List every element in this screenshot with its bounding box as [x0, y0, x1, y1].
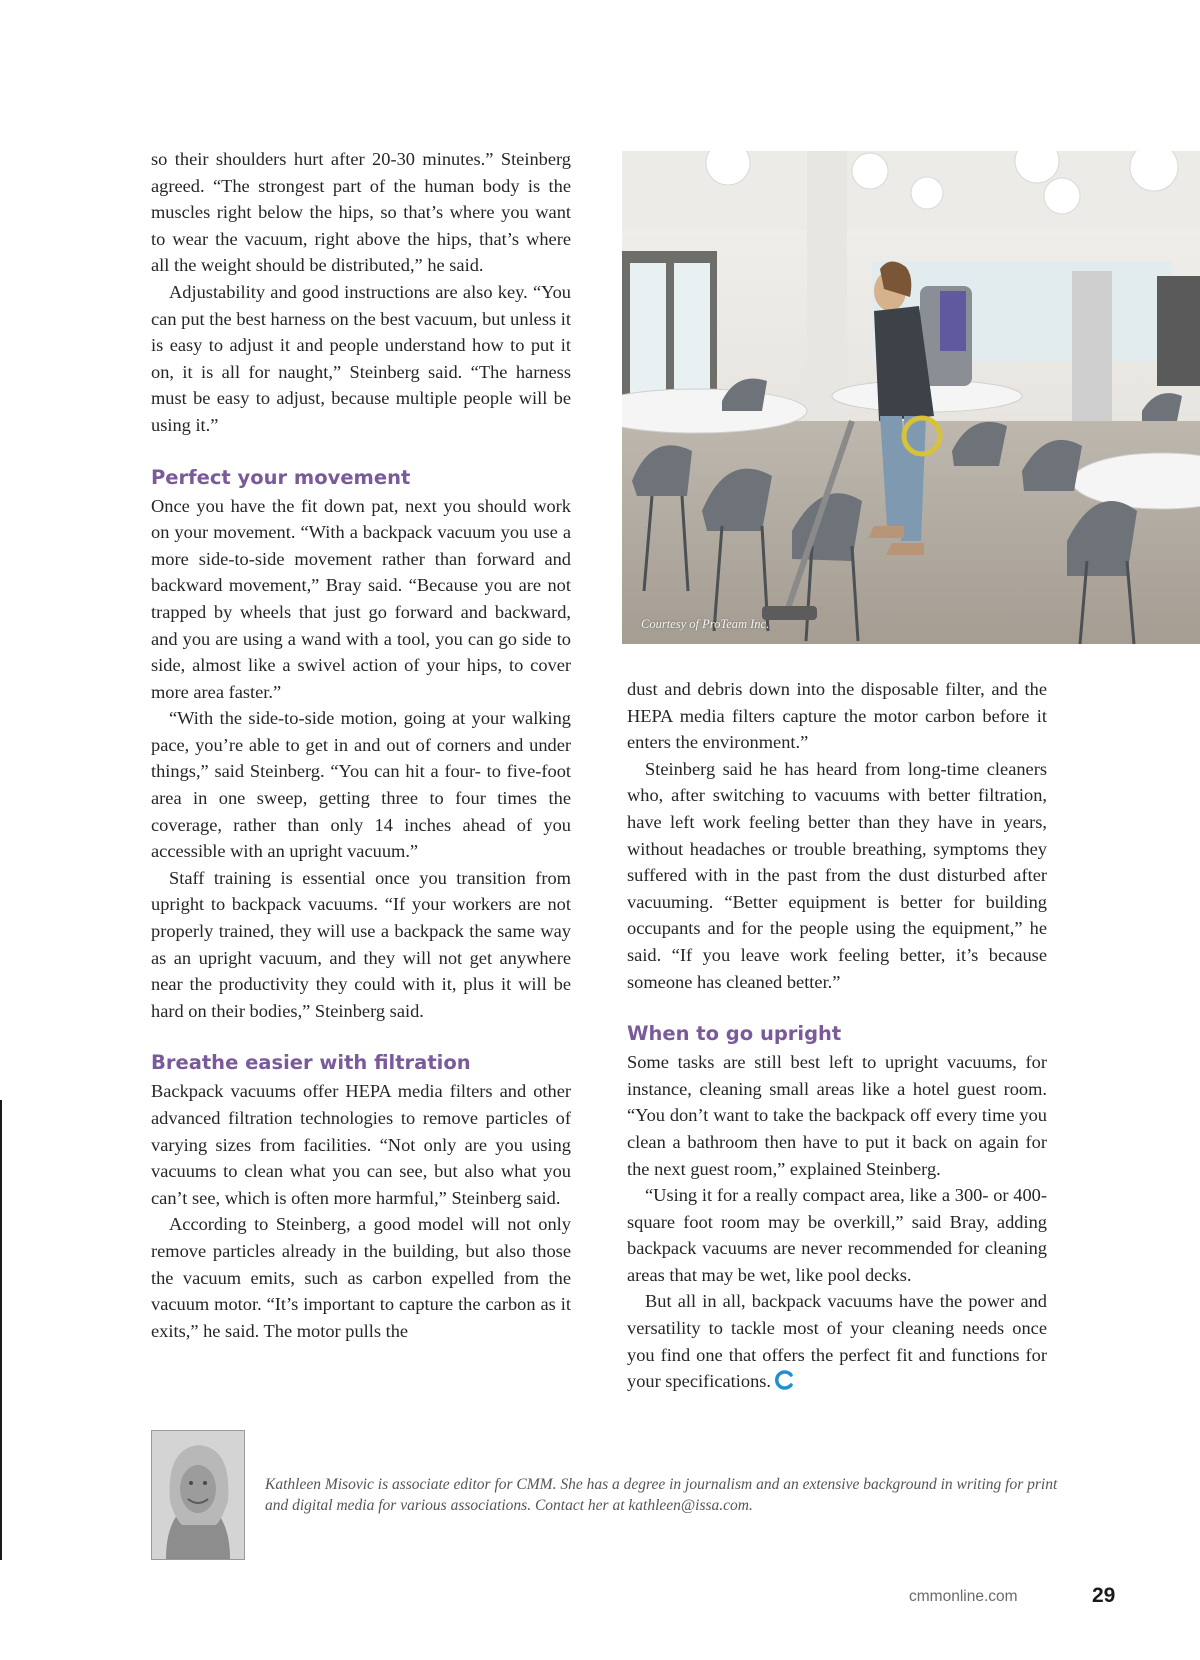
paragraph-text: Steinberg said he has heard from long-time cleaners who, after switching to vacuums with better filtration, have left work feeling better than they have in years, without headaches or trouble breathing, symptoms they suffered with in the past from the dust disturbed after vacuuming. “Better equipment is better for building occupants and for the people using the equipment,” he said. “If you leave work feeling better, it’s because someone has cleaned better.”: [627, 758, 1047, 992]
page-edge-mark: [0, 1100, 2, 1560]
paragraph-text: “Using it for a really compact area, like a 300- or 400-square foot room may be overkill,” said Bray, adding backpack vacuums are never recommended for cleaning areas that may be wet, like pool decks.: [627, 1185, 1047, 1285]
article-paragraph: [151, 865, 571, 1025]
paragraph-text: Once you have the fit down pat, next you should work on your movement. “With a backpack vacuum you use a more side-to-side movement rather than forward and backward movement,” Bray said. “Because you are not trapped by wheels that just go forward and backward, and you are using a wand with a tool, you can go side to side, almost like a swivel action of your hips, to cover more area faster.”: [151, 495, 571, 702]
paragraph-text: Adjustability and good instructions are also key. “You can put the best harness on the best vacuum, but unless it is easy to adjust it and people understand how to put it on, it is all for naught,” Steinberg said. “The harness must be easy to adjust, because multiple people will be using it.”: [151, 281, 571, 435]
article-paragraph: [151, 146, 571, 279]
photo-credit: Courtesy of ProTeam Inc.: [641, 617, 770, 631]
article-paragraph: [151, 493, 571, 706]
article-paragraph: [151, 1211, 571, 1344]
section-heading-text: When to go upright: [627, 1022, 842, 1046]
section-heading-text: Perfect your movement: [151, 465, 411, 489]
author-bio: [151, 1430, 1058, 1560]
paragraph-text: dust and debris down into the disposable filter, and the HEPA media filters capture the motor carbon before it enters the environment.”: [627, 679, 1047, 753]
article-paragraph: [151, 279, 571, 439]
article-column-left: [151, 146, 571, 1344]
paragraph-text: Staff training is essential once you transition from upright to backpack vacuums. “If your workers are not properly trained, they will use a backpack the same way as an upright vacuum, and they will not get anywhere near the productivity they could with it, plus it will be hard on their bodies,” Steinberg said.: [151, 867, 571, 1021]
section-heading: [627, 1021, 1047, 1047]
footer-site-url[interactable]: cmmonline.com: [909, 1588, 1018, 1605]
article-column-right: [627, 676, 1047, 1395]
page-number: 29: [1092, 1584, 1116, 1607]
section-heading: [151, 1050, 571, 1076]
paragraph-text: so their shoulders hurt after 20-30 minutes.” Steinberg agreed. “The strongest part of the human body is the muscles right below the hips, so that’s where you want to wear the vacuum, right above the hips, that’s where all the weight should be distributed,” he said.: [151, 149, 571, 276]
article-paragraph: [627, 1288, 1047, 1394]
paragraph-text: But all in all, backpack vacuums have the power and versatility to tackle most of your cleaning needs once you find one that offers the perfect fit and functions for your specifications.: [627, 1291, 1047, 1392]
section-heading-text: Breathe easier with filtration: [151, 1051, 471, 1075]
paragraph-text: Backpack vacuums offer HEPA media filters and other advanced filtration technologies to remove particles of varying sizes from facilities. “Not only are you using vacuums to clean what you can see, but also what you can’t see, which is often more harmful,” Steinberg said.: [151, 1081, 571, 1208]
article-paragraph: [151, 1078, 571, 1211]
article-photo: [622, 151, 1200, 644]
article-paragraph: [627, 1049, 1047, 1182]
author-bio-text: Kathleen Misovic is associate editor for CMM. She has a degree in journalism and an extensive background in writing for print and digital media for various associations. Contact her at kathleen@issa.com.: [265, 1476, 1058, 1514]
author-portrait: [151, 1430, 245, 1560]
paragraph-text: “With the side-to-side motion, going at your walking pace, you’re able to get in and out of corners and under things,” said Steinberg. “You can hit a four- to five-foot area in one sweep, getting three to four times the coverage, rather than only 14 inches ahead of you accessible with an upright vacuum.”: [151, 708, 571, 862]
article-paragraph: [627, 676, 1047, 756]
article-paragraph: [627, 1182, 1047, 1288]
article-paragraph: [151, 705, 571, 865]
section-heading: [151, 465, 571, 491]
article-paragraph: [627, 756, 1047, 995]
cafeteria-vacuum-photo: [622, 151, 1200, 644]
paragraph-text: Some tasks are still best left to upright vacuums, for instance, cleaning small areas like a hotel guest room. “You don’t want to take the backpack off every time you clean a bathroom then have to put it back on again for the next guest room,” explained Steinberg.: [627, 1052, 1047, 1179]
article-end-mark-icon: [775, 1370, 795, 1390]
paragraph-text: According to Steinberg, a good model will not only remove particles already in the building, but also those the vacuum emits, such as carbon expelled from the vacuum motor. “It’s important to capture the carbon as it exits,” he said. The motor pulls the: [151, 1214, 571, 1341]
